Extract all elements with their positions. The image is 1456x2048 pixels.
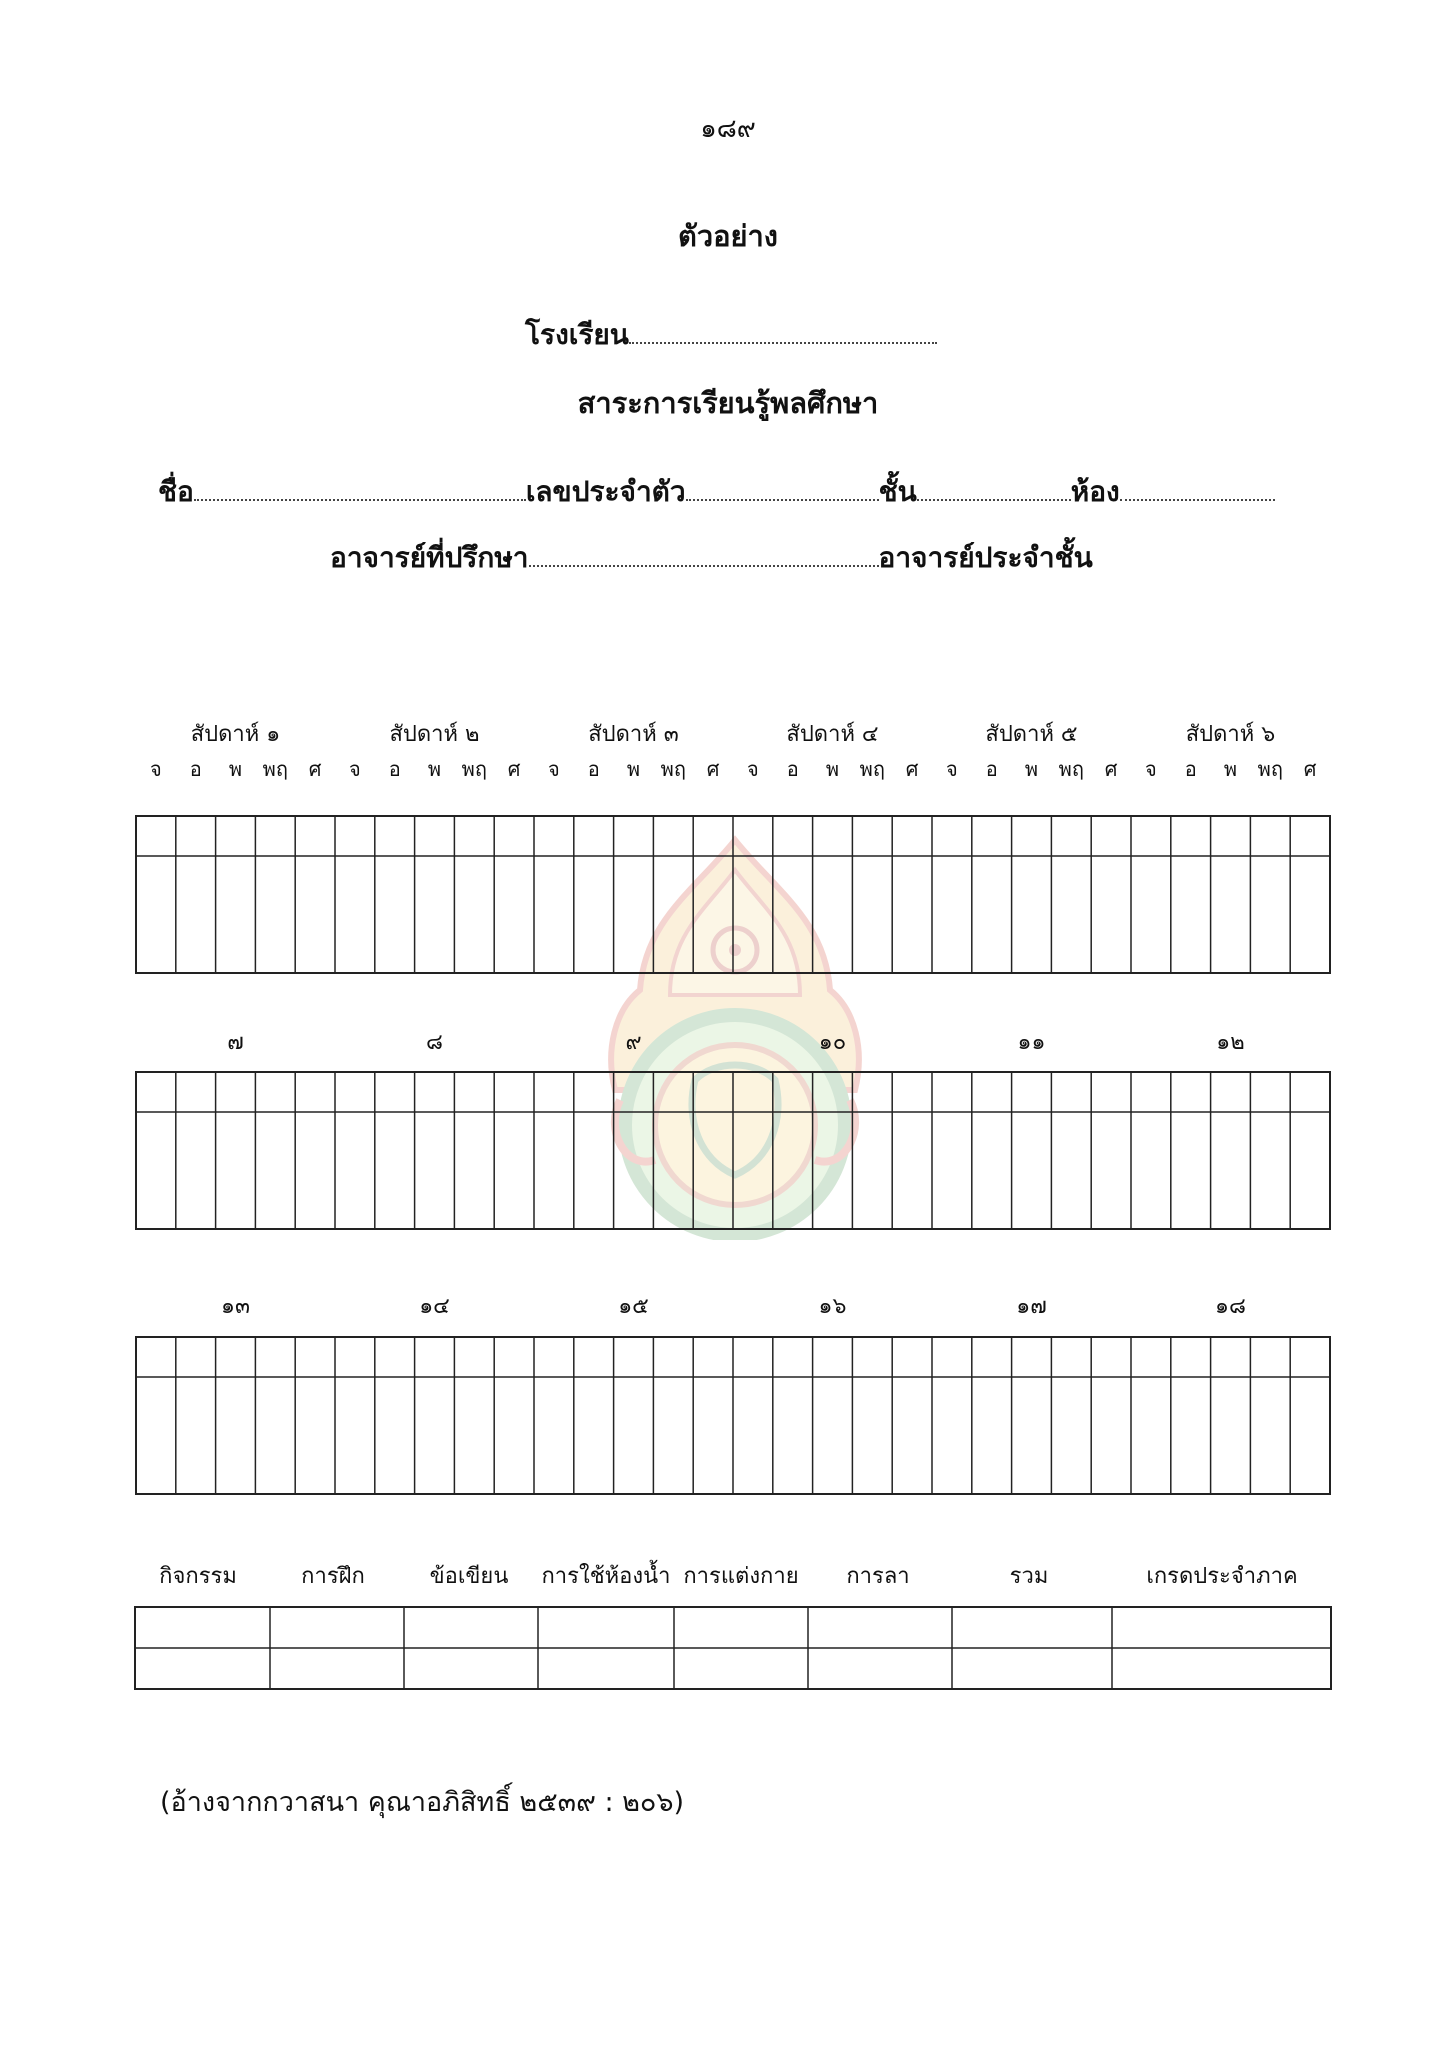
room-label: ห้อง: [1070, 475, 1120, 508]
week-label: สัปดาห์ ๔: [786, 722, 879, 747]
grade-label: ชั้น: [878, 475, 917, 508]
weekday-label: ศ: [308, 757, 322, 781]
attendance-block-2: [136, 1030, 1330, 1229]
weekday-label: ศ: [1303, 757, 1317, 781]
weekday-label: จ: [150, 757, 162, 781]
week-label: ๑๗: [1016, 1294, 1047, 1319]
page-number: ๑๘๙: [700, 114, 756, 144]
weekday-label: ศ: [507, 757, 521, 781]
week-label: ๑๒: [1216, 1030, 1245, 1055]
weekday-label: พฤ: [461, 757, 487, 781]
week-label: สัปดาห์ ๑: [190, 722, 281, 747]
weekday-label: พ: [1223, 757, 1238, 781]
weekday-label: จ: [548, 757, 560, 781]
weekday-label: จ: [946, 757, 958, 781]
weekday-label: จ: [1145, 757, 1157, 781]
week-label: ๑๖: [818, 1294, 847, 1319]
summary-header-cell: การแต่งกาย: [683, 1564, 799, 1589]
weekday-label: พ: [1024, 757, 1039, 781]
week-label: สัปดาห์ ๕: [985, 722, 1078, 747]
attendance-block-1: [136, 722, 1330, 973]
school-label: โรงเรียน: [525, 318, 629, 351]
citation: (อ้างจากกวาสนา คุณาอภิสิทธิ์ ๒๕๓๙ : ๒๐๖): [160, 1787, 685, 1818]
summary-header-cell: กิจกรรม: [159, 1564, 237, 1589]
weekday-label: พฤ: [1257, 757, 1283, 781]
summary-header-cell: การลา: [846, 1564, 910, 1589]
weekday-label: อ: [587, 757, 600, 781]
summary-header-cell: การฝึก: [301, 1564, 365, 1589]
weekday-label: พฤ: [262, 757, 288, 781]
name-label: ชื่อ: [158, 475, 194, 508]
subject-title: สาระการเรียนรู้พลศึกษา: [577, 386, 879, 420]
week-label: ๑๑: [1017, 1030, 1046, 1055]
document-heading: ตัวอย่าง: [678, 219, 778, 253]
summary-header-cell: ข้อเขียน: [429, 1564, 509, 1589]
week-label: ๑๓: [220, 1294, 251, 1319]
weekday-label: พฤ: [660, 757, 686, 781]
weekday-label: อ: [985, 757, 998, 781]
week-label: สัปดาห์ ๖: [1185, 722, 1276, 747]
weekday-label: อ: [388, 757, 401, 781]
week-label: ๑๕: [618, 1294, 649, 1319]
attendance-block-3: [136, 1294, 1330, 1494]
week-label: สัปดาห์ ๓: [588, 722, 679, 747]
summary-header-cell: เกรดประจำภาค: [1146, 1564, 1298, 1589]
weekday-label: พ: [427, 757, 442, 781]
weekday-label: ศ: [706, 757, 720, 781]
week-label: ๘: [426, 1030, 443, 1055]
weekday-label: อ: [189, 757, 202, 781]
week-label: สัปดาห์ ๒: [389, 722, 480, 747]
advisor-label: อาจารย์ที่ปรึกษา: [330, 541, 529, 574]
weekday-label: จ: [747, 757, 759, 781]
weekday-label: ศ: [1104, 757, 1118, 781]
homeroom-label: อาจารย์ประจำชั้น: [878, 541, 1093, 574]
weekday-label: พ: [626, 757, 641, 781]
weekday-label: อ: [786, 757, 799, 781]
weekday-label: พฤ: [859, 757, 885, 781]
week-label: ๑๔: [419, 1294, 450, 1319]
weekday-label: จ: [349, 757, 361, 781]
weekday-label: พ: [228, 757, 243, 781]
weekday-label: อ: [1184, 757, 1197, 781]
week-label: ๑๘: [1215, 1294, 1246, 1319]
weekday-label: ศ: [905, 757, 919, 781]
student-id-label: เลขประจำตัว: [525, 475, 686, 508]
summary-table: [134, 1606, 1334, 1692]
summary-header-cell: รวม: [1009, 1564, 1049, 1589]
week-label: ๙: [625, 1030, 642, 1055]
summary-header-cell: การใช้ห้องน้ำ: [541, 1564, 671, 1589]
weekday-label: พ: [825, 757, 840, 781]
week-label: ๑๐: [818, 1030, 847, 1055]
week-label: ๗: [227, 1030, 244, 1055]
weekday-label: พฤ: [1058, 757, 1084, 781]
